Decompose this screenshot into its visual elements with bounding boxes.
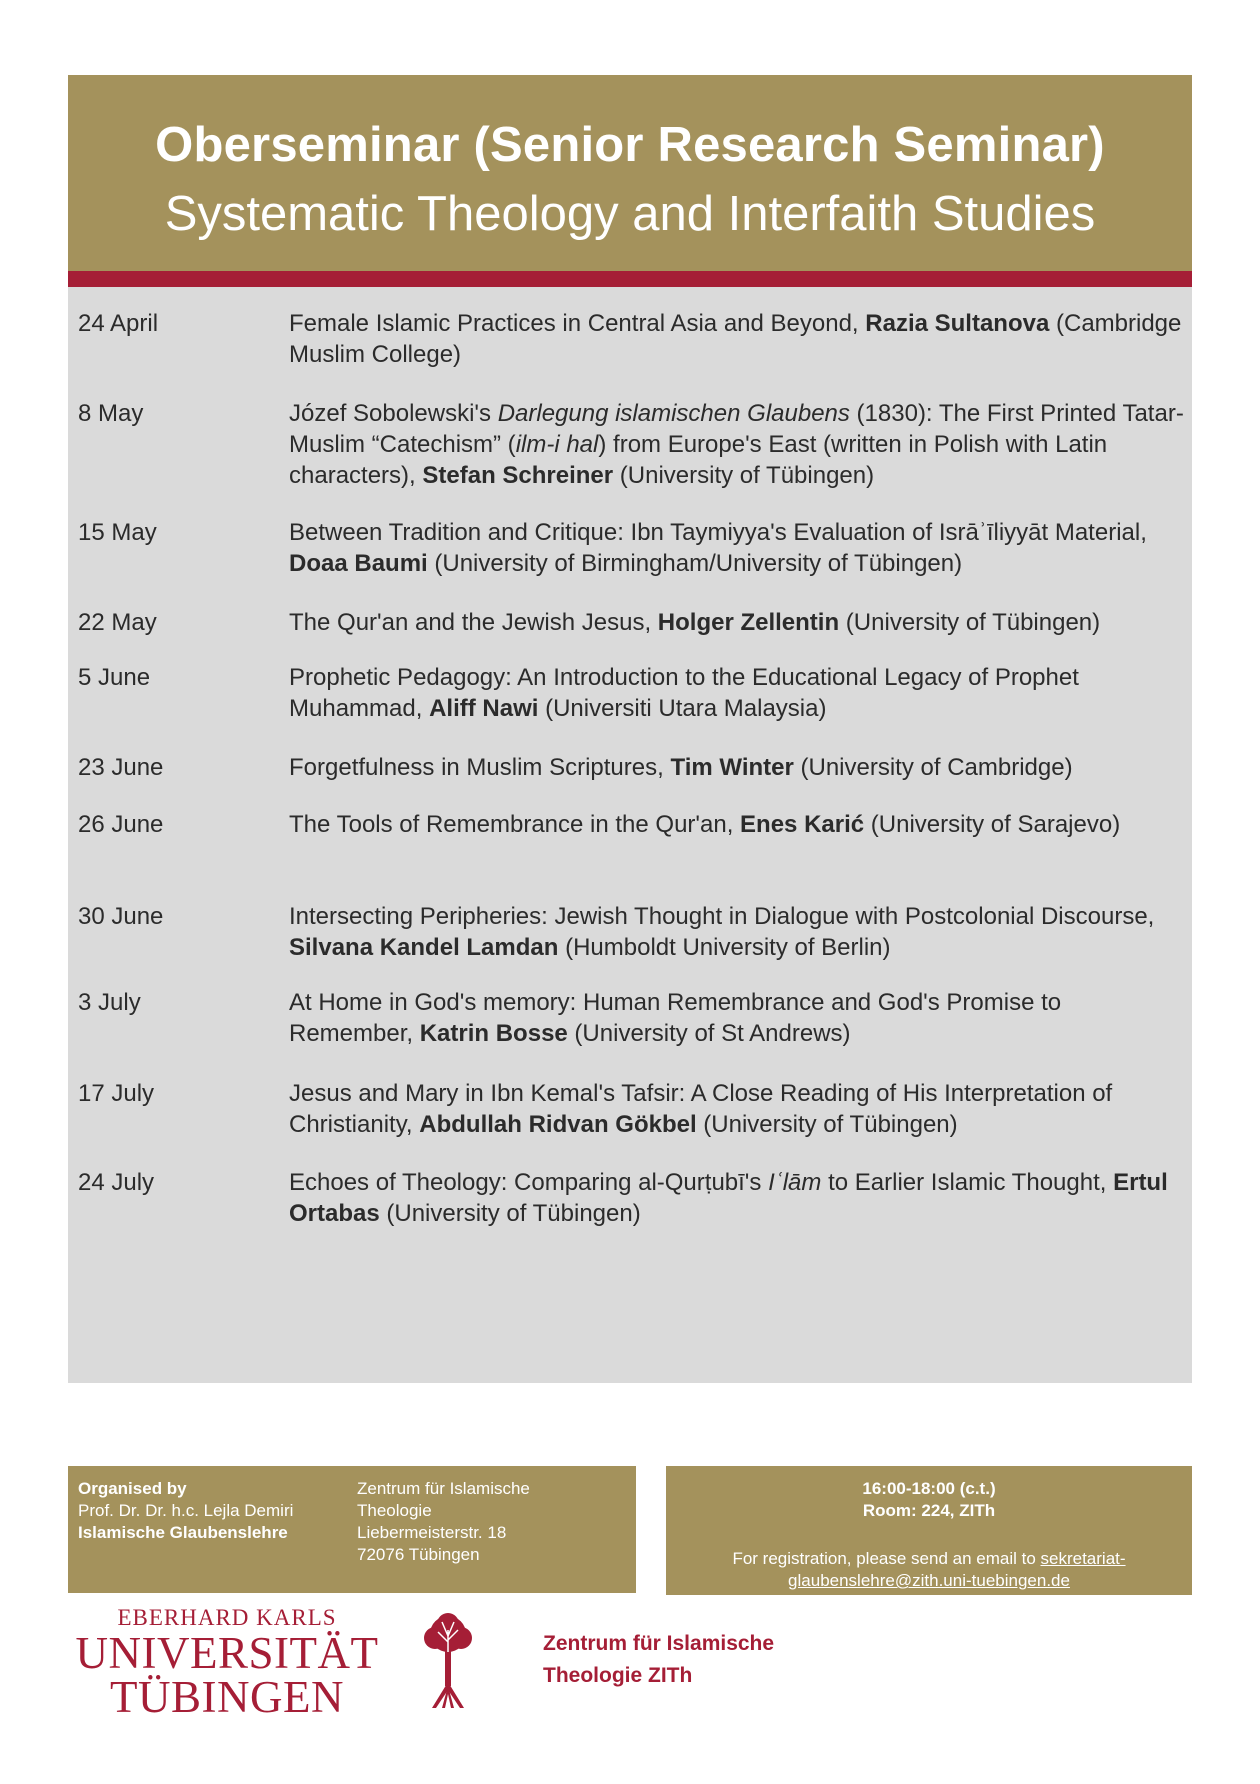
speaker-name: Tim Winter	[670, 754, 794, 781]
registration-email-link[interactable]: sekretariat-glaubenslehre@zith.uni-tuebingen.de	[788, 1549, 1126, 1590]
session-date: 3 July	[78, 989, 141, 1016]
session-talk: The Tools of Remembrance in the Qur'an, Enes Karić (University of Sarajevo)	[289, 811, 1121, 838]
speaker-name: Doaa Baumi	[289, 550, 428, 577]
session-talk: Prophetic Pedagogy: An Introduction to the Educational Legacy of Prophet Muhammad, Aliff Nawi (Universiti Utara Malaysia)	[289, 664, 1079, 722]
session-date: 24 July	[78, 1169, 155, 1196]
session-date: 26 June	[78, 811, 164, 838]
session-talk: The Qur'an and the Jewish Jesus, Holger Zellentin (University of Tübingen)	[289, 609, 1101, 636]
session-talk: Between Tradition and Critique: Ibn Taymiyya's Evaluation of Isrāʾīliyyāt Material, Doaa Baumi (University of Birmingham/University of Tübingen)	[289, 519, 1147, 577]
session-date: 15 May	[78, 519, 157, 546]
session-date: 30 June	[78, 903, 164, 930]
organiser-block	[78, 1478, 338, 1544]
session-talk: At Home in God's memory: Human Remembrance and God's Promise to Remember, Katrin Bosse (University of St Andrews)	[289, 989, 1062, 1047]
session-date: 24 April	[78, 310, 159, 337]
seminar-title: Oberseminar (Senior Research Seminar)	[155, 118, 1105, 172]
zith-label: Zentrum für Islamische Theologie ZITh	[543, 1632, 775, 1687]
session-talk: Intersecting Peripheries: Jewish Thought in Dialogue with Postcolonial Discourse, Silvana Kandel Lamdan (Humboldt University of Berlin)	[289, 903, 1155, 961]
speaker-name: Razia Sultanova	[865, 310, 1050, 337]
session-room: Room: 224, ZITh	[862, 1501, 996, 1520]
speaker-name: Ertul Ortabas	[289, 1169, 1168, 1227]
session-talk: Echoes of Theology: Comparing al-Qurṭubī's Iʿlām to Earlier Islamic Thought, Ertul Ortabas (University of Tübingen)	[289, 1169, 1168, 1227]
speaker-name: Aliff Nawi	[429, 695, 539, 722]
session-talk: Forgetfulness in Muslim Scriptures, Tim Winter (University of Cambridge)	[289, 754, 1073, 781]
seminar-subtitle: Systematic Theology and Interfaith Studies	[164, 187, 1096, 241]
session-date: 23 June	[78, 754, 164, 781]
speaker-name: Abdullah Ridvan Gökbel	[419, 1111, 697, 1138]
speaker-name: Stefan Schreiner	[422, 462, 614, 489]
university-logo: EBERHARD KARLS UNIVERSITÄT TÜBINGEN	[75, 1605, 379, 1722]
address-block: Zentrum für Islamische Theologie Liebermeisterstr. 18 72076 Tübingen	[357, 1479, 530, 1564]
session-date: 17 July	[78, 1080, 155, 1107]
title-banner	[68, 75, 1192, 271]
organiser-name: Prof. Dr. Dr. h.c. Lejla Demiri	[78, 1501, 294, 1520]
session-talk: Józef Sobolewski's Darlegung islamischen Glaubens (1830): The First Printed Tatar-Muslim “Catechism” (ilm-i hal) from Europe's East (written in Polish with Latin characters), Stefan Schreiner (University of Tübingen)	[289, 400, 1184, 489]
tree-icon	[418, 1612, 478, 1710]
divider-bar	[68, 271, 1192, 287]
speaker-name: Enes Karić	[740, 811, 865, 838]
department-name: Islamische Glaubenslehre	[78, 1523, 288, 1542]
session-talk: Female Islamic Practices in Central Asia and Beyond, Razia Sultanova (Cambridge Muslim College)	[289, 310, 1182, 368]
registration-note: For registration, please send an email to sekretariat-glaubenslehre@zith.uni-tuebingen.de	[732, 1549, 1126, 1590]
info-box	[666, 1466, 1192, 1595]
organised-by-label: Organised by	[78, 1479, 187, 1498]
organiser-box	[68, 1466, 636, 1593]
session-date: 5 June	[78, 664, 151, 691]
session-time: 16:00-18:00 (c.t.)	[862, 1479, 996, 1498]
speaker-name: Holger Zellentin	[657, 609, 840, 636]
session-talk: Jesus and Mary in Ibn Kemal's Tafsir: A Close Reading of His Interpretation of Christianity, Abdullah Ridvan Gökbel (University of Tübingen)	[289, 1080, 1113, 1138]
session-date: 22 May	[78, 609, 157, 636]
program-panel	[68, 287, 1192, 1383]
speaker-name: Katrin Bosse	[419, 1020, 568, 1047]
session-date: 8 May	[78, 400, 144, 427]
speaker-name: Silvana Kandel Lamdan	[289, 934, 559, 961]
